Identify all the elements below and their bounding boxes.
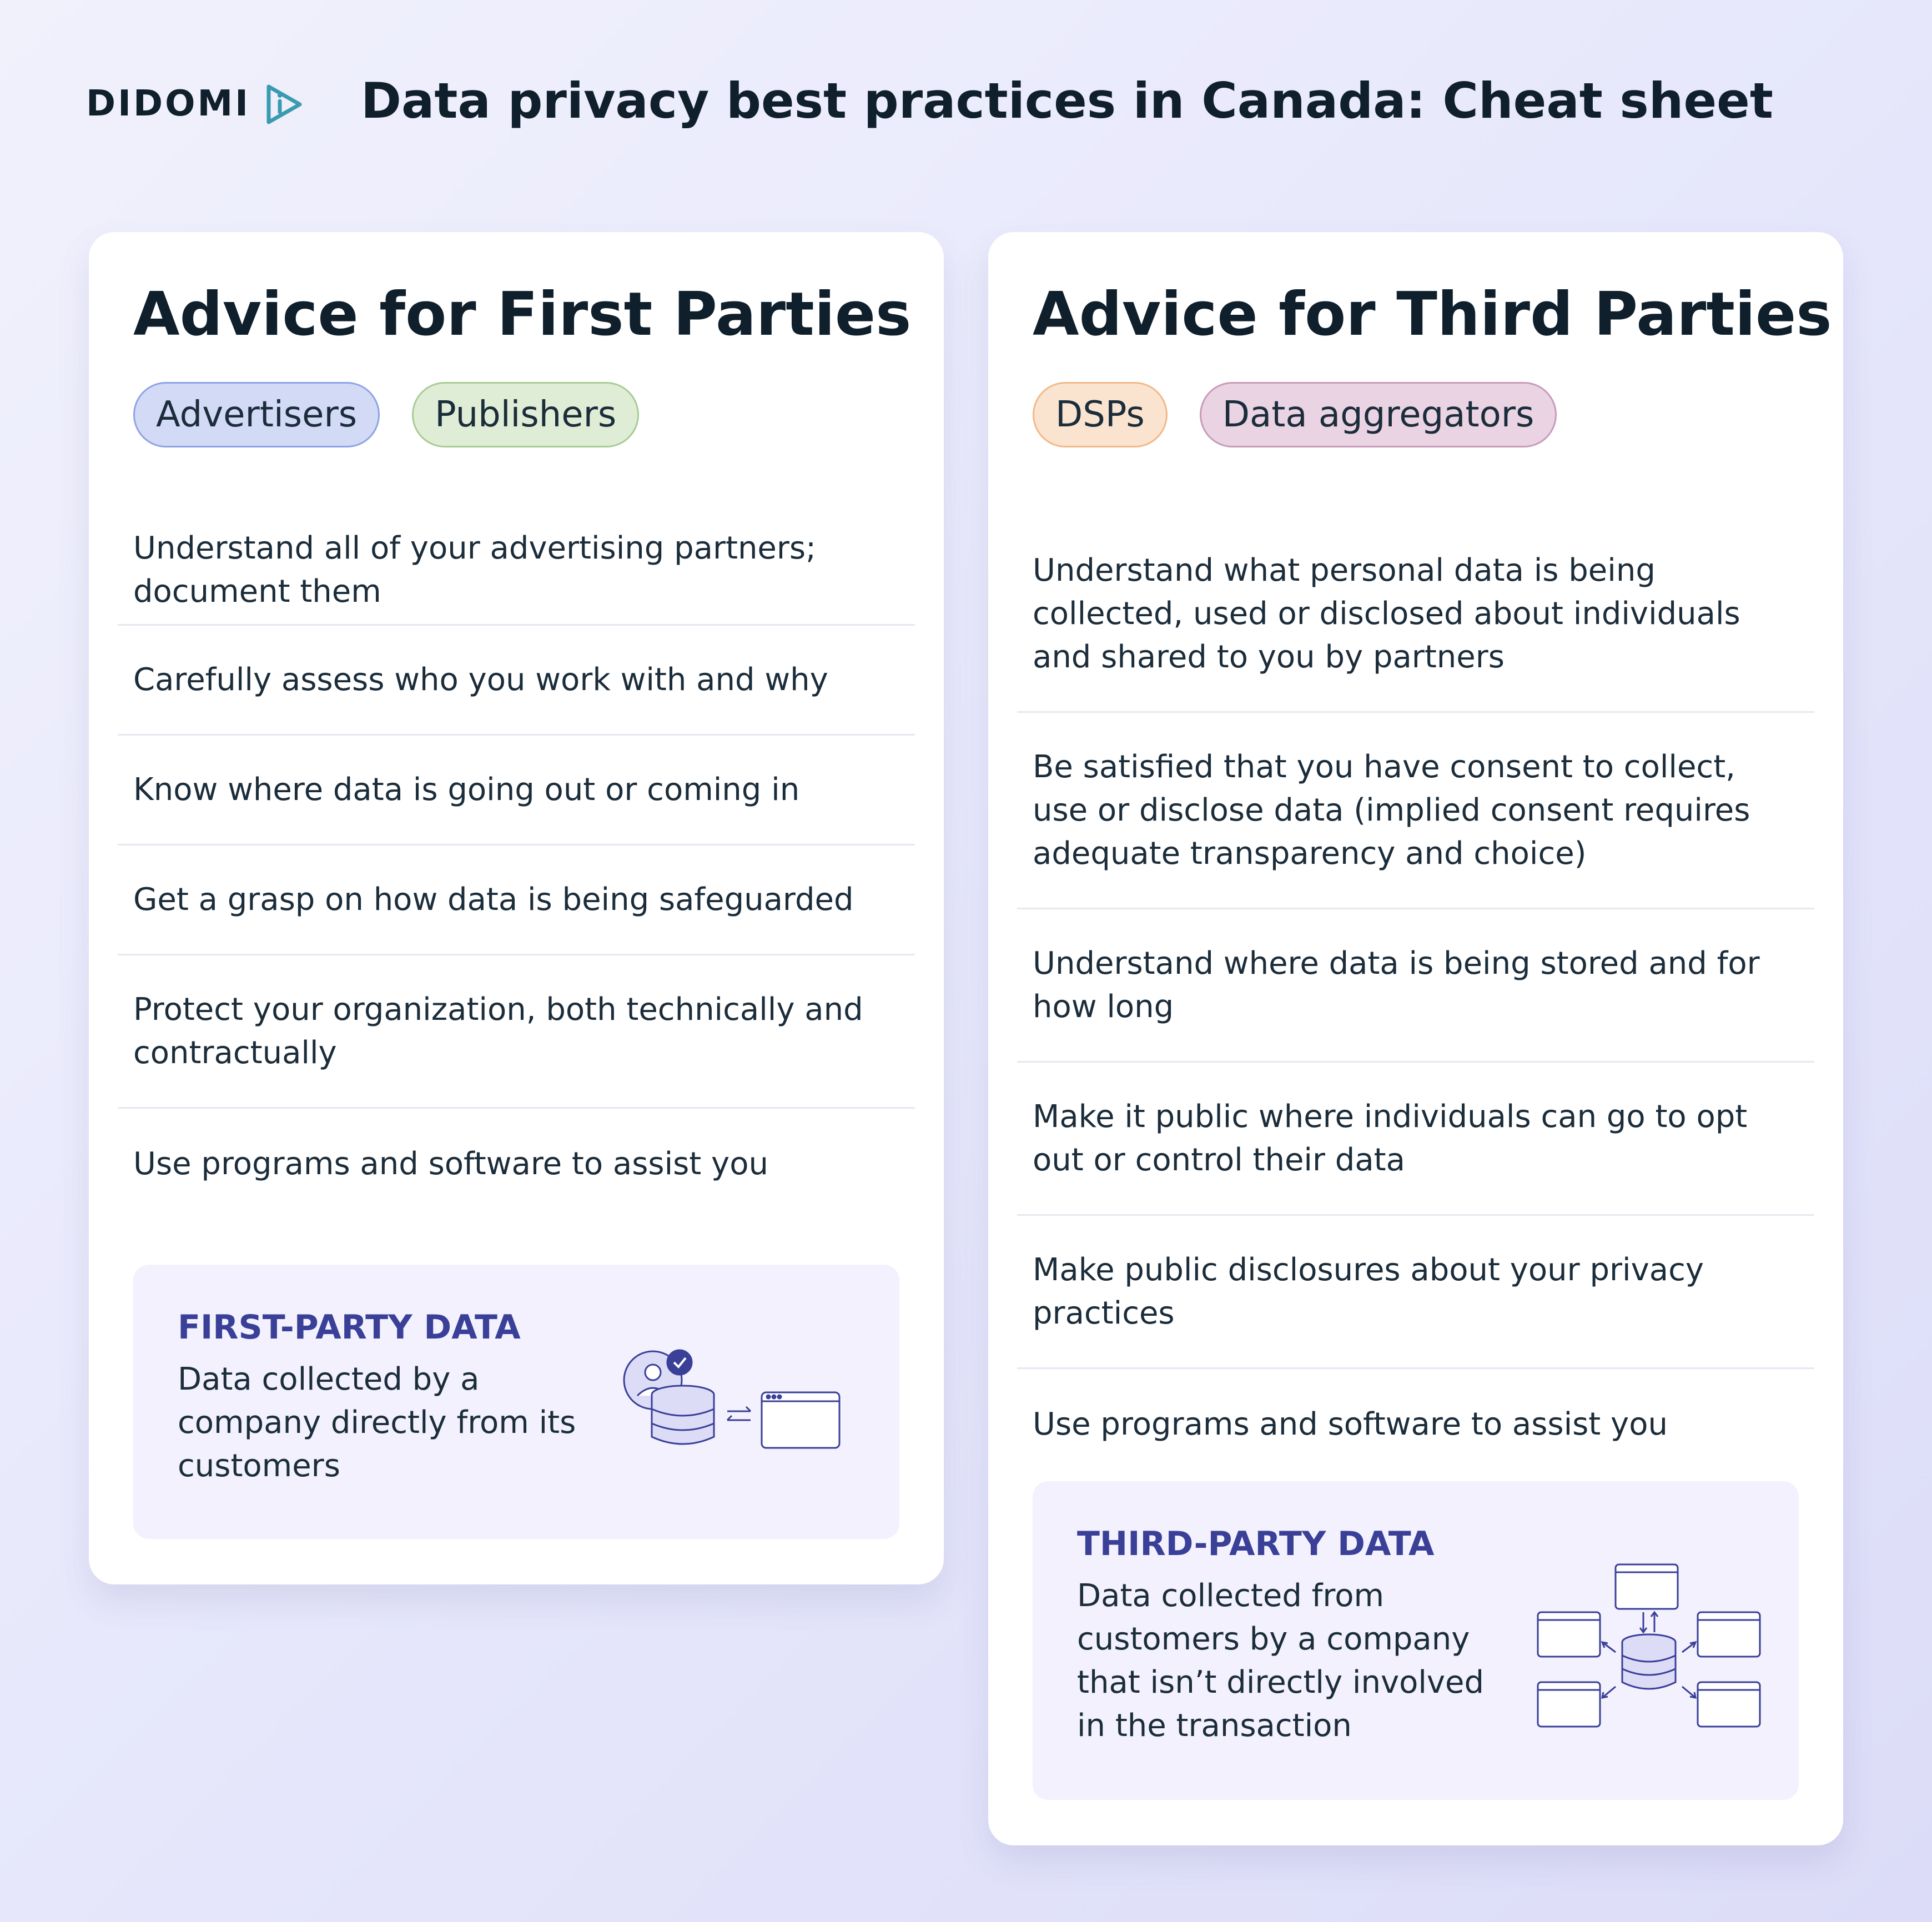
list-item: Make it public where individuals can go to opt out or control their data [1017,1063,1814,1216]
list-item: Be satisfied that you have consent to collect, use or disclose data (implied consent requires adequate transparency and choice) [1017,713,1814,909]
list-item: Get a grasp on how data is being safeguarded [118,846,915,955]
list-item: Use programs and software to assist you [133,1146,768,1182]
page-title: Data privacy best practices in Canada: Cheat sheet [361,72,1773,129]
third-parties-title: Advice for Third Parties [1033,280,1832,349]
third-party-data-box [1033,1481,1799,1800]
database-network-icon [1532,1559,1765,1737]
third-parties-tags [1033,382,1557,447]
first-parties-tags [133,382,639,447]
tag-dsps: DSPs [1033,382,1168,447]
third-party-data-description: Data collected from customers by a company that isn’t directly involved in the transaction [1077,1578,1485,1744]
list-item: Protect your organization, both technically and contractually [118,955,915,1109]
tag-advertisers: Advertisers [133,382,380,447]
third-parties-list [988,516,1843,1480]
tag-data-aggregators: Data aggregators [1200,382,1557,447]
third-party-data-title: THIRD-PARTY DATA [1077,1524,1435,1563]
first-party-data-title: FIRST-PARTY DATA [178,1308,521,1347]
list-item: Understand what personal data is being collected, used or disclosed about individuals and shared to you by partners [1017,516,1814,713]
list-item: Understand where data is being stored and for how long [1017,909,1814,1063]
first-party-data-box [133,1265,899,1539]
first-parties-title: Advice for First Parties [133,280,912,349]
header [0,0,1932,211]
list-item: Understand all of your advertising partners; document them [118,516,915,626]
list-item: Carefully assess who you work with and why [118,626,915,736]
didomi-play-icon [261,82,305,127]
tag-publishers: Publishers [412,382,639,447]
first-parties-list [89,516,944,1220]
list-item: Make public disclosures about your privacy practices [1017,1216,1814,1369]
user-database-to-browser-icon [622,1348,855,1470]
first-party-data-description: Data collected by a company directly from its customers [178,1361,576,1484]
first-parties-card [89,232,944,1584]
list-item: Know where data is going out or coming in [118,736,915,846]
list-item: Use programs and software to assist you [1033,1406,1668,1442]
brand-logo: DIDOMI [86,83,250,124]
third-parties-card [988,232,1843,1845]
